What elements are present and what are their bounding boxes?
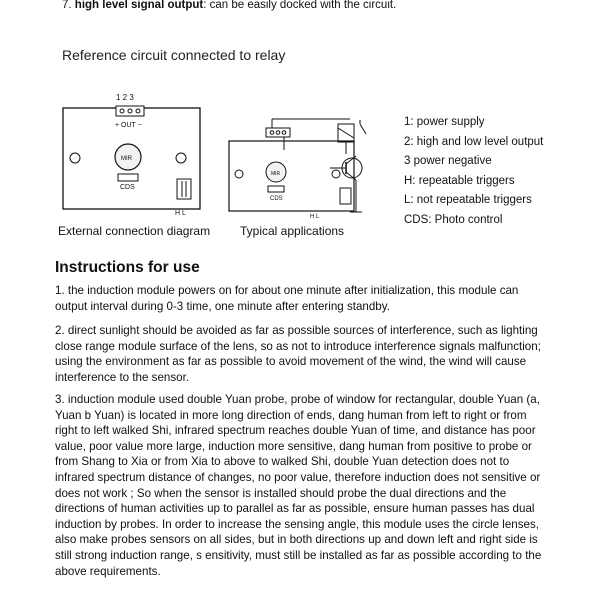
pcb-outline-app — [229, 141, 354, 211]
feature-number: 7. — [62, 0, 72, 11]
pin-numbers: 1 2 3 — [116, 93, 134, 102]
module-board-drawing — [58, 88, 208, 228]
app-switch-labels: H L — [310, 214, 320, 220]
feature-line-7 — [62, 0, 396, 11]
app-mount-hole-left — [235, 170, 243, 178]
instruction-paragraph-1: 1. the induction module powers on for about one minute after initialization, this module can output interval during 0-3 time, one minute after entering standby. — [55, 284, 519, 313]
mount-hole-right — [176, 153, 186, 163]
pin-header-app — [266, 128, 290, 137]
reference-circuit-title: Reference circuit connected to relay — [62, 47, 286, 63]
pin-legend — [404, 113, 543, 231]
legend-item: 3 power negative — [404, 155, 492, 168]
app-mount-hole-right — [332, 170, 340, 178]
external-connection-diagram — [58, 88, 208, 228]
legend-item: L: not repeatable triggers — [404, 194, 532, 207]
app-hl-jumper — [340, 188, 351, 204]
app-cds-label: CDS — [270, 196, 283, 202]
relay-contact — [360, 124, 366, 134]
legend-item: 2: high and low level output — [404, 135, 544, 148]
app-cds-sensor — [268, 186, 284, 192]
lens-label: MIR — [121, 156, 132, 162]
typical-application-diagram — [226, 116, 386, 221]
feature-rest-text: : can be easily docked with the circuit. — [203, 0, 397, 11]
app-lens-label: MIR — [271, 171, 281, 177]
caption-typical-applications: Typical applications — [240, 224, 345, 238]
hl-jumper — [177, 179, 191, 199]
caption-external-connection: External connection diagram — [58, 224, 211, 238]
switch-labels: H L — [175, 210, 186, 217]
instructions-heading: Instructions for use — [55, 259, 200, 276]
legend-item: H: repeatable triggers — [404, 174, 515, 187]
relay-coil-mark — [338, 128, 354, 138]
pin-labels: + OUT − — [115, 122, 142, 129]
legend-item: 1: power supply — [404, 116, 485, 128]
instruction-paragraph-3: 3. induction module used double Yuan probe, probe of window for rectangular, double Yuan (a, Yuan b Yuan) is located in more long direction of ends, dang human from left to right or from right to left walked Shi, infrared spectrum reaches double Yuan of time, and distance has poor value, poor value more large, induction more sensitive, dang human from positive to probe or from Shang to Xia or from Xia to above to walked Shi, double Yuan detection does not to infrared spectrum distance of changes, no poor value, therefore induction does not sensitive or does not work ; So when the sensor is installed should probe the dual directions and the directions of human activities up to parallel as far as possible, ensure human passes has dual induction by probes. In order to increase the sensing angle, this module uses the circle lenses, also make probes sensors on all sides, but in both directions up and down left and right side is still strong induction range, s ensitivity, must still be installed as far as possible according to the above requirements. — [55, 393, 542, 578]
instruction-paragraph-2: 2. direct sunlight should be avoided as far as possible sources of interference, such as lighting close range module surface of the lens, so as not to introduce interference signals malfunction; using the environment as far as possible to avoid movement of the wind, the wind will cause interference to the sensor. — [55, 324, 541, 384]
legend-item: CDS: Photo control — [404, 213, 503, 226]
cds-label: CDS — [120, 184, 135, 191]
feature-bold-text: high level signal output — [74, 0, 204, 11]
cds-sensor — [118, 174, 138, 181]
application-circuit-drawing — [226, 116, 386, 221]
mount-hole-left — [70, 153, 80, 163]
